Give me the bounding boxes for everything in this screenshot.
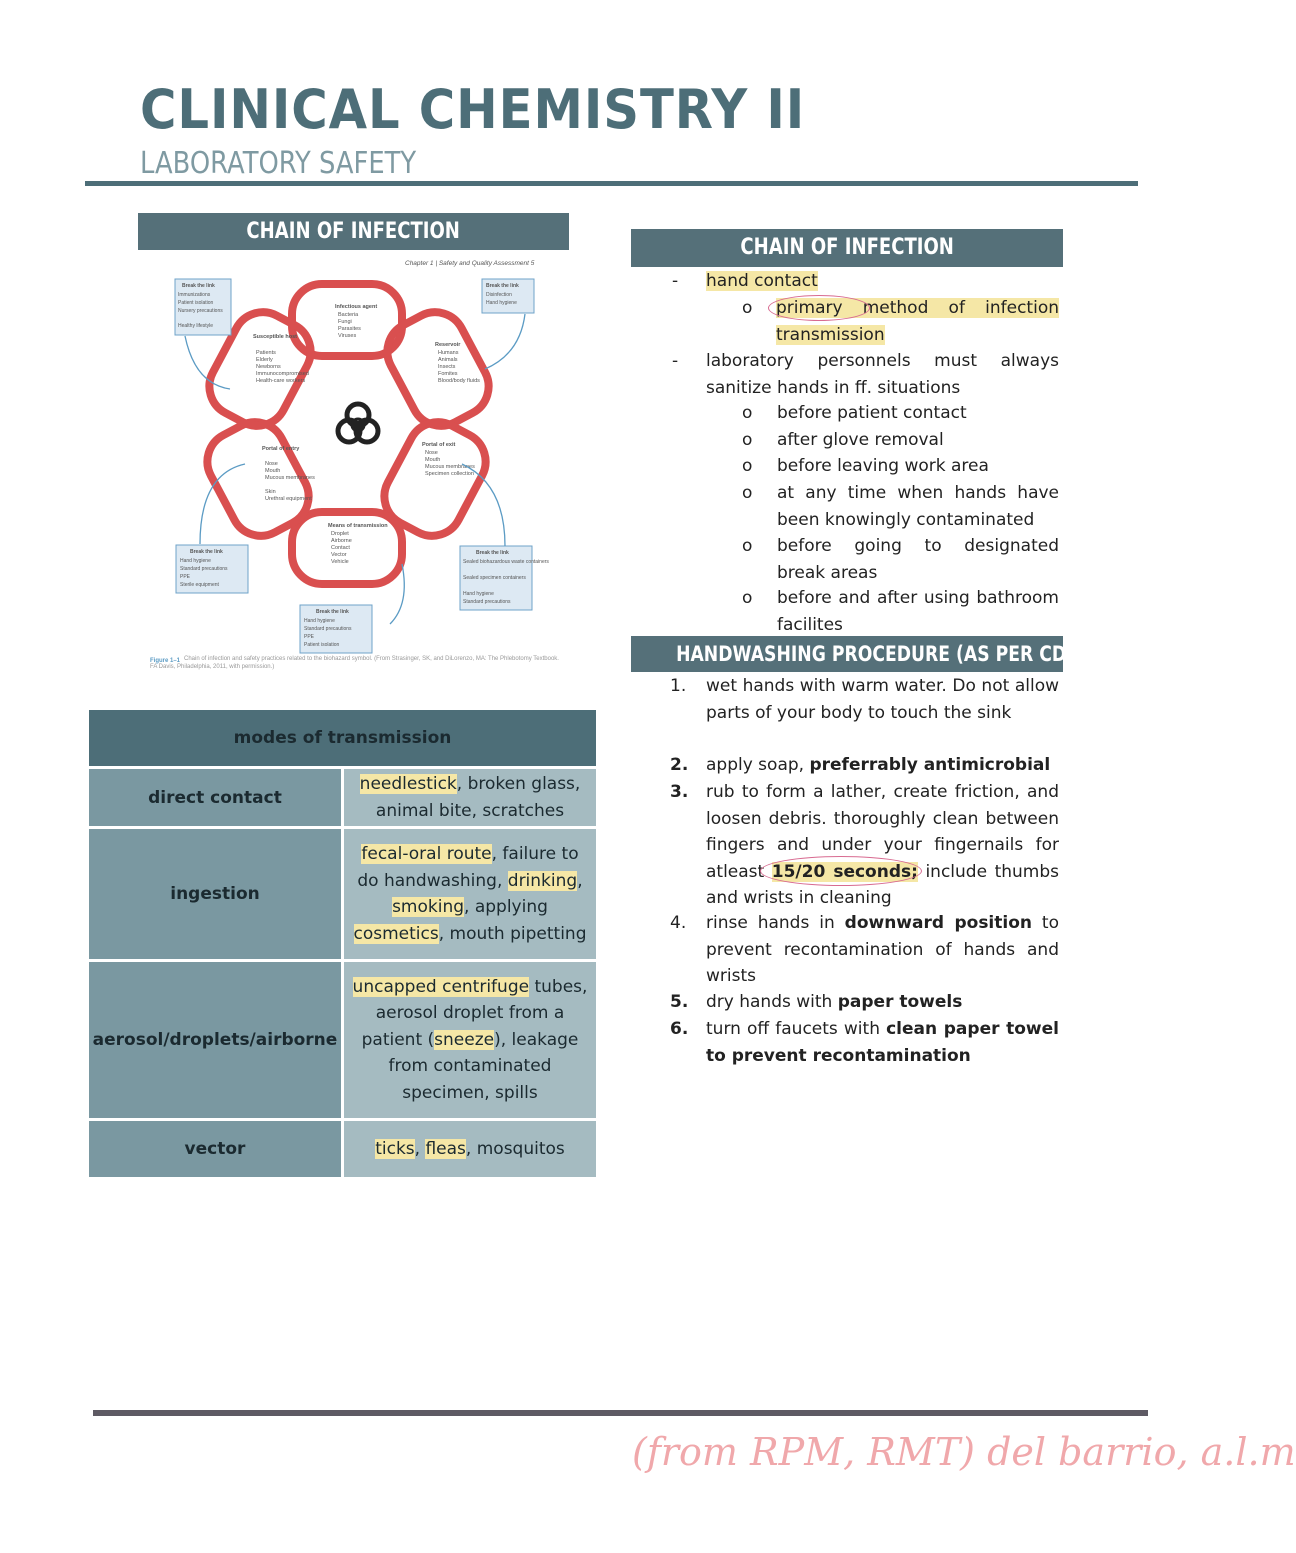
highlighted-text: fleas [425, 1138, 466, 1159]
left-section-title-text: CHAIN OF INFECTION [246, 219, 461, 244]
figure-caption-wrap [150, 655, 560, 681]
break-link-box-reservoir [482, 279, 534, 313]
break-link-item: Healthy lifestyle [178, 323, 214, 329]
node-item: Fungi [338, 319, 352, 325]
table-row [88, 961, 598, 1120]
step-number: 2. [670, 755, 689, 775]
step-6 [706, 1016, 1059, 1069]
ink-circle [768, 295, 870, 321]
step-1: wet hands with warm water. Do not allow parts of your body to touch the sink [706, 676, 1059, 723]
node-item: Vector [331, 552, 347, 558]
node-item: Nose [265, 461, 278, 467]
situation-item: at any time when hands have been knowingly contaminated [777, 483, 1059, 530]
bold-text: preferrably antimicrobial [809, 755, 1051, 775]
figure-chapter-label: Chapter 1 | Safety and Quality Assessment 5 [405, 260, 535, 267]
table-row [88, 768, 598, 828]
chain-of-infection-figure [140, 254, 570, 684]
node-item: Insects [438, 364, 456, 370]
node-item: Health-care workers [256, 378, 306, 384]
examples-cell [343, 961, 598, 1120]
right-section-title-text: CHAIN OF INFECTION [740, 235, 954, 260]
node-item: Nose [425, 450, 438, 456]
plain-text: ), leakage from contaminated specimen, spills [388, 1029, 579, 1103]
sub-bullet: o [742, 588, 753, 608]
node-title: Means of transmission [328, 523, 388, 529]
sub-bullet: o [742, 536, 753, 556]
author-signature: (from RPM, RMT) del barrio, a.l.m [632, 1430, 1296, 1474]
mode-cell: vector [88, 1120, 343, 1179]
step-number: 6. [670, 1019, 689, 1039]
sub-bullet: o [742, 298, 753, 318]
highlighted-text: hand contact [706, 271, 818, 291]
node-item: Animals [438, 357, 458, 363]
plain-text: , [414, 1138, 426, 1159]
node-item: Viruses [338, 333, 357, 339]
break-link-box-entry [176, 545, 248, 593]
step-3 [706, 779, 1059, 912]
node-title: Portal of exit [422, 442, 456, 448]
plain-text: , applying [464, 897, 548, 917]
break-link-item: Immunizations [178, 292, 211, 298]
node-item: Bacteria [338, 312, 359, 318]
break-link-item: Hand hygiene [486, 300, 517, 306]
dash-bullet: - [672, 351, 679, 371]
step-number: 1. [670, 676, 687, 696]
plain-text: turn off faucets with [706, 1019, 887, 1039]
plain-text: , [577, 870, 583, 891]
break-link-item: PPE [304, 634, 315, 640]
examples-cell [343, 828, 598, 961]
node-item: Droplet [331, 531, 349, 537]
situation-item: before leaving work area [777, 456, 989, 476]
bold-highlighted-text: 15/20 seconds; [771, 861, 918, 882]
break-link-item: Sealed biohazardous waste containers [463, 559, 549, 565]
highlighted-text: primary method of infection transmission [776, 298, 1059, 345]
biohazard-icon [336, 403, 380, 447]
plain-text: rub to form a lather, create friction, and loosen debris. thoroughly clean between fingers and under your fingernails for atleast [706, 782, 1059, 882]
break-link-item: Standard precautions [180, 566, 228, 572]
node-item: Elderly [256, 357, 273, 363]
figure-caption: Chain of infection and safety practices related to the biohazard symbol. (From Strasinger, SK, and DiLorenzo, MA: The Phlebotomy Textbook. FA Davis, Philadelphia, 2011, with permission.) [150, 656, 559, 670]
footer-divider [93, 1410, 1148, 1416]
node-item: Parasites [338, 326, 361, 332]
plain-text: tubes, aerosol droplet from a patient ( [361, 976, 588, 1050]
right-section-title [631, 229, 1063, 267]
node-title: Portal of entry [262, 446, 300, 452]
break-link-item: Patient isolation [178, 300, 214, 306]
break-link-title: Break the link [486, 283, 519, 289]
node-item: Contact [331, 545, 350, 551]
sub-bullet: o [742, 483, 753, 503]
node-item: Mucous membranes [425, 464, 475, 470]
chain-link-portal-exit [374, 412, 496, 547]
node-item: Newborns [256, 364, 281, 370]
break-link-box-transmission [300, 605, 372, 653]
node-item: Mucous membranes [265, 475, 315, 481]
break-link-item: Sealed specimen containers [463, 575, 526, 581]
break-link-title: Break the link [476, 550, 509, 556]
plain-text: rinse hands in [706, 913, 845, 933]
situation-item: before patient contact [777, 403, 967, 423]
situation-item: before and after using bathroom facilites [777, 588, 1059, 635]
bold-text: paper towels [837, 992, 963, 1012]
highlighted-text: fecal-oral route [361, 844, 492, 864]
node-item: Mouth [425, 457, 441, 463]
node-item: Immunocompromised [256, 371, 309, 377]
break-link-item: PPE [180, 574, 191, 580]
node-title: Reservoir [435, 342, 461, 348]
step-4 [706, 910, 1059, 990]
plain-text: include thumbs and wrists in cleaning [706, 861, 1060, 908]
highlighted-text: ticks [375, 1138, 415, 1159]
break-link-item: Hand hygiene [180, 558, 211, 564]
plain-text: , failure to do handwashing, [357, 844, 579, 891]
break-link-item: Patient isolation [304, 642, 340, 648]
table-row [88, 828, 598, 961]
break-link-item: Hand hygiene [463, 591, 494, 597]
node-item: Humans [438, 350, 459, 356]
break-link-title: Break the link [316, 609, 349, 615]
node-item: Specimen collection [425, 471, 474, 477]
mode-cell: aerosol/droplets/airborne [88, 961, 343, 1120]
personnel-item: laboratory personnels must always sanitize hands in ff. situations [706, 351, 1059, 398]
highlighted-text: drinking [507, 870, 578, 891]
examples-cell [343, 1120, 598, 1179]
modes-of-transmission-table [86, 707, 599, 1180]
step-number: 4. [670, 913, 687, 933]
situation-item: before going to designated break areas [777, 536, 1059, 583]
header-divider [85, 181, 1138, 186]
highlighted-text: uncapped centrifuge [352, 976, 530, 997]
break-link-box-exit [460, 546, 549, 610]
bold-text: downward position [844, 913, 1032, 933]
step-5 [706, 989, 1059, 1016]
node-item: Patients [256, 350, 276, 356]
node-item: Fomites [438, 371, 458, 377]
bold-text: clean paper towel to prevent recontamination [706, 1019, 1059, 1066]
node-item: Airborne [331, 538, 352, 544]
highlighted-text: smoking [392, 897, 465, 917]
node-title: Infectious agent [335, 304, 378, 310]
step-2 [706, 752, 1059, 779]
break-link-title: Break the link [190, 549, 223, 555]
plain-text: apply soap, [706, 755, 810, 775]
break-link-title: Break the link [182, 283, 215, 289]
table-header: modes of transmission [88, 709, 598, 768]
step-number: 3. [670, 782, 689, 802]
situation-item: after glove removal [777, 430, 944, 450]
break-link-box-host [175, 279, 231, 335]
node-title: Susceptible host [253, 334, 298, 340]
step-number: 5. [670, 992, 689, 1012]
break-link-item: Hand hygiene [304, 618, 335, 624]
node-item: Vehicle [331, 559, 349, 565]
node-item: Skin [265, 489, 276, 495]
break-link-item: Nursery precautions [178, 308, 223, 314]
plain-text: dry hands with [706, 992, 838, 1012]
examples-cell [343, 768, 598, 828]
node-item: Mouth [265, 468, 281, 474]
plain-text: to prevent recontamination of hands and wrists [706, 913, 1059, 986]
figure-caption-label: Figure 1–1 [150, 658, 181, 664]
document-title: CLINICAL CHEMISTRY II [140, 78, 806, 141]
break-link-item: Sterile equipment [180, 582, 219, 588]
hand-contact-item [706, 268, 818, 295]
node-item: Urethral equipment [265, 496, 312, 502]
table-row [88, 1120, 598, 1179]
highlighted-text: needlestick [359, 774, 457, 794]
left-section-title [138, 213, 569, 250]
plain-text: , broken glass, animal bite, scratches [375, 774, 581, 821]
break-link-item: Standard precautions [304, 626, 352, 632]
mode-cell: ingestion [88, 828, 343, 961]
break-link-item: Disinfection [486, 292, 512, 298]
sub-bullet: o [742, 456, 753, 476]
ink-circle [760, 856, 922, 886]
highlighted-text: sneeze [434, 1029, 495, 1050]
plain-text: , mouth pipetting [438, 923, 587, 944]
sub-bullet: o [742, 430, 753, 450]
document-subtitle: LABORATORY SAFETY [140, 146, 417, 181]
mode-cell: direct contact [88, 768, 343, 828]
plain-text: , mosquitos [465, 1138, 565, 1159]
highlighted-text: cosmetics [353, 923, 439, 944]
sub-bullet: o [742, 403, 753, 423]
break-link-item: Standard precautions [463, 599, 511, 605]
handwashing-section-title [631, 636, 1087, 672]
handwashing-section-title-text: HANDWASHING PROCEDURE (AS PER CDC) [676, 642, 1087, 666]
dash-bullet: - [672, 271, 679, 291]
node-item: Blood/body fluids [438, 378, 480, 384]
